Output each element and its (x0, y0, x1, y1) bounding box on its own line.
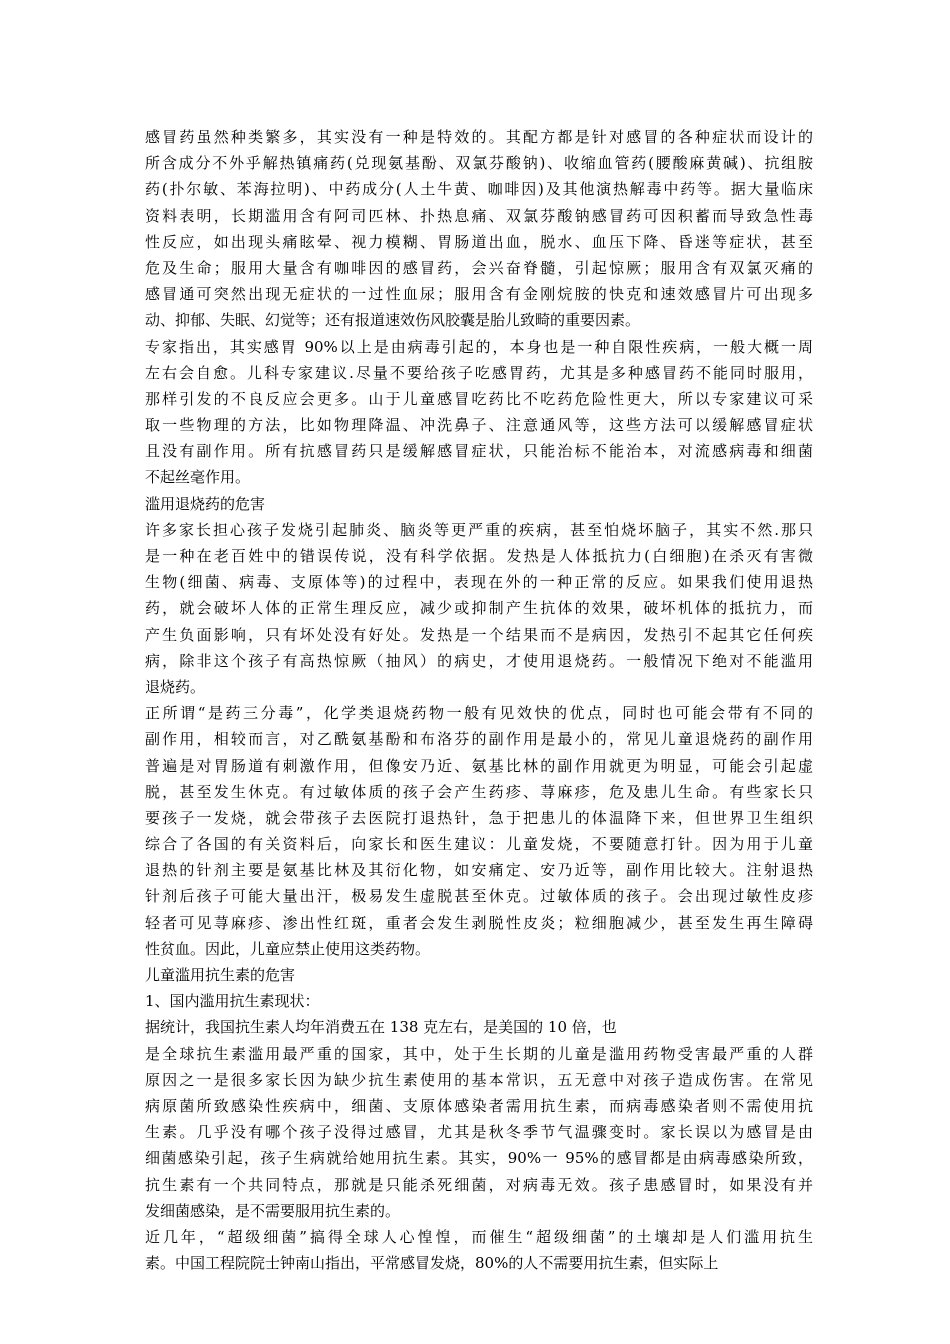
text-line: 儿童滥用抗生素的危害 (145, 966, 296, 984)
section-heading (145, 491, 813, 517)
text-line: 1、国内滥用抗生素现状： (145, 992, 320, 1011)
text-line: 药(扑尔敏、苯海拉明)、中药成分(人土牛黄、咖啡因)及其他演热解毒中药等。据大量临床 (145, 180, 813, 199)
paragraph (145, 1224, 813, 1276)
text-line: 左右会自愈。儿科专家建议.尽量不要给孩子吃感胃药，尤其是多种感冒药不能同时服用， (145, 363, 813, 382)
text-line: 副作用，相较而言，对乙酰氨基酚和布洛芬的副作用是最小的，常见儿童退烧药的副作用 (145, 730, 813, 749)
text-line: 感冒通可突然出现无症状的一过性血尿；服用含有金刚烷胺的快克和速效感冒片可出现多 (145, 285, 813, 304)
text-line: 是一种在老百姓中的错误传说，没有科学依据。发热是人体抵抗力(白细胞)在杀灭有害微 (145, 547, 813, 565)
text-line: 不起丝毫作用。 (145, 468, 251, 487)
text-line: 脱，甚至发生休克。有过敏体质的孩子会产生药疹、荨麻疹，危及患儿生命。有些家长只 (145, 782, 813, 801)
text-line: 专家指出，其实感胃 90%以上是由病毒引起的，本身也是一种自限性疾病，一般大概一周 (145, 337, 813, 356)
text-line: 退烧药。 (145, 677, 206, 696)
text-line: 原因之一是很多家长因为缺少抗生素使用的基本常识，五无意中对孩子造成伤害。在常见 (145, 1070, 813, 1089)
text-line: 正所谓“是药三分毒”，化学类退烧药物一般有见效快的优点，同时也可能会带有不同的 (145, 704, 813, 723)
text-line: 危及生命；服用大量含有咖啡因的感冒药，会兴奋脊髓，引起惊厥；服用含有双氯灭痛的 (145, 258, 813, 277)
text-line: 普遍是对胃肠道有刺激作用，但像安乃近、氨基比林的副作用就更为明显，可能会引起虚 (145, 756, 813, 775)
text-line: 生物(细菌、病毒、支原体等)的过程中，表现在外的一种正常的反应。如果我们使用退热 (145, 573, 813, 592)
section-heading (145, 988, 813, 1014)
paragraph (145, 700, 813, 962)
text-line: 许多家长担心孩子发烧引起肺炎、脑炎等更严重的疾病，甚至怕烧坏脑子，其实不然.那只 (145, 520, 813, 539)
text-line: 感冒药虽然种类繁多，其实没有一种是特效的。其配方都是针对感冒的各种症状而设计的 (145, 128, 813, 146)
text-line: 药，就会破坏人体的正常生理反应，减少或抑制产生抗体的效果，破坏机体的抵抗力，而 (145, 599, 813, 618)
text-line: 且没有副作用。所有抗感冒药只是缓解感冒症状，只能治标不能治本，对流感病毒和细菌 (145, 442, 813, 461)
text-line: 性反应，如出现头痛眩晕、视力模糊、胃肠道出血，脱水、血压下降、昏迷等症状，甚至 (145, 232, 813, 251)
section-heading (145, 962, 813, 988)
text-line: 据统计，我国抗生素人均年消费五在 138 克左右，是美国的 10 倍，也 (145, 1018, 617, 1037)
text-line: 退热的针剂主要是氨基比林及其衍化物，如安痛定、安乃近等，副作用比较大。注射退热 (145, 861, 813, 880)
paragraph (145, 1014, 813, 1040)
text-line: 综合了各国的有关资料后，向家长和医生建议：儿童发烧，不要随意打针。因为用于儿童 (145, 835, 813, 854)
text-line: 轻者可见荨麻疹、渗出性红斑，重者会发生剥脱性皮炎；粒细胞减少，甚至发生再生障碍 (145, 913, 813, 932)
text-line: 资料表明，长期滥用含有阿司匹林、扑热息痛、双氯芬酸钠感冒药可因积蓄而导致急性毒 (145, 206, 813, 225)
text-line: 近几年，“超级细菌”搞得全球人心惶惶，而催生“超级细菌”的土壤却是人们滥用抗生 (145, 1227, 813, 1246)
paragraph (145, 1041, 813, 1224)
text-line: 要孩子一发烧，就会带孩子去医院打退热针，急于把患儿的体温降下来，但世界卫生组织 (145, 808, 813, 827)
text-line: 细菌感染引起，孩子生病就给她用抗生素。其实，90%一 95%的感冒都是由病毒感染所致， (145, 1149, 813, 1168)
text-line: 素。中国工程院院士钟南山指出，平常感冒发烧，80%的人不需要用抗生素，但实际上 (145, 1254, 719, 1273)
paragraph (145, 517, 813, 700)
text-line: 病原菌所致感染性疾病中，细菌、支原体感染者需用抗生素，而病毒感染者则不需使用抗 (145, 1096, 813, 1115)
text-line: 是全球抗生素滥用最严重的国家，其中，处于生长期的儿童是滥用药物受害最严重的人群 (145, 1044, 813, 1063)
text-line: 那样引发的不良反应会更多。山于儿童感冒吃药比不吃药危险性更大，所以专家建议可采 (145, 389, 813, 408)
text-line: 性贫血。因此，儿童应禁止使用这类药物。 (145, 939, 431, 958)
text-line: 病，除非这个孩子有高热惊厥（抽风）的病史，才使用退烧药。一般情况下绝对不能滥用 (145, 651, 813, 670)
text-line: 所含成分不外乎解热镇痛药(兑现氨基酚、双氯芬酸钠)、收缩血管药(腰酸麻黄碱)、抗组胺 (145, 154, 813, 173)
text-line: 生素。几乎没有哪个孩子没得过感冒，尤其是秋冬季节气温骤变时。家长误以为感冒是由 (145, 1123, 813, 1142)
text-line: 动、抑郁、失眠、幻觉等；还有报道速效伤风胶囊是胎儿致畸的重要因素。 (145, 311, 641, 330)
text-line: 针剂后孩子可能大量出汗，极易发生虚脱甚至休克。过敏体质的孩子。会出现过敏性皮疹 (145, 887, 813, 906)
text-line: 产生负面影响，只有坏处没有好处。发热是一个结果而不是病因，发热引不起其它任何疾 (145, 625, 813, 644)
document-body (145, 124, 813, 1276)
text-line: 发细菌感染，是不需要服用抗生素的。 (145, 1201, 401, 1220)
text-line: 滥用退烧药的危害 (145, 494, 266, 513)
text-line: 取一些物理的方法，比如物理降温、冲洗鼻子、注意通风等，这些方法可以缓解感冒症状 (145, 416, 813, 435)
text-line: 抗生素有一个共同特点，那就是只能杀死细菌，对病毒无效。孩子患感冒时，如果没有并 (145, 1175, 813, 1194)
paragraph (145, 124, 813, 334)
paragraph (145, 334, 813, 491)
